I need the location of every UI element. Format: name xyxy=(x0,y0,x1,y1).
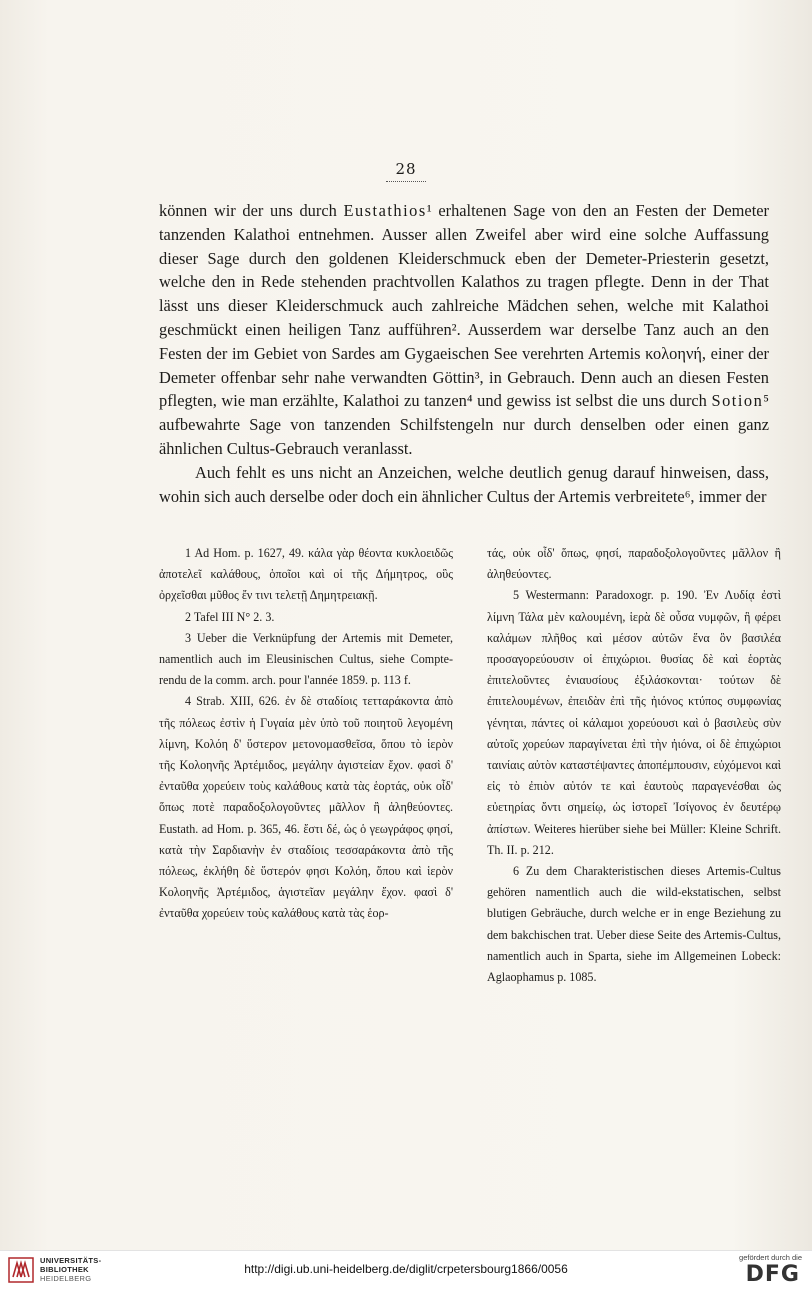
footnote-4: 4 Strab. XIII, 626. ἐν δὲ σταδίοις τετταράκοντα ἀπὸ τῆς πόλεως ἐστὶν ἡ Γυγαία μὲν ὑπὸ τοῦ ποιητοῦ λεγομένη λίμνη, Κολόη δ' ὕστερον μετονομασθεῖσα, ὅπου τὸ ἱερὸν τῆς Κολοηνῆς Ἀρτέμιδος, μεγάλην ἁγιστείαν ἔχον. φασὶ δ' ἐνταῦθα χορεύειν τοὺς καλάθους κατὰ τὰς ἑορτάς, οὐκ οἶδ' ὅπως ποτὲ παραδοξολογοῦντες μᾶλλον ἢ ἀληθεύοντες. Eustath. ad Hom. p. 365, 46. ἔστι δέ, ὡς ὁ γεωγράφος φησί, κατὰ τὴν Σαρδιανὴν ἐν σταδίοις τεσσαράκοντα ἀπὸ τῆς πόλεως, ἐκλήθη δὲ ὕστερόν φησι Κολόη, ὅπου καὶ ἱερὸν Κολοηνῆς Ἀρτέμιδος, ἁγιστεῖαν μεγάλην ἔχον. φασὶ δ' ἐνταῦθα χορεύειν τοὺς καλάθους κατὰ τὰς ἑορ- xyxy=(159,694,453,921)
page-number: 28 xyxy=(395,160,417,178)
library-name-line-2: BIBLIOTHEK xyxy=(40,1265,89,1274)
permalink-link[interactable]: http://digi.ub.uni-heidelberg.de/diglit/crpetersbourg1866/0056 xyxy=(244,1262,568,1276)
permalink xyxy=(0,1262,812,1276)
footnote-3: 3 Ueber die Verknüpfung der Artemis mit Demeter, namentlich auch im Eleusinischen Cultus, siehe Compte-rendu de la comm. arch. pour l'année 1859. p. 113 f. xyxy=(159,630,453,688)
library-name-line-1: UNIVERSITÄTS- xyxy=(40,1256,102,1265)
paragraph-1 xyxy=(159,199,769,461)
footnote-1: 1 Ad Hom. p. 1627, 49. κάλα γὰρ θέοντα κυκλοειδῶς ἀποτελεῖ καλάθους, ὁποῖοι καὶ οἱ τῆς Δήμητρος, οὓς ὀρχεῖσθαι μῦθος ἔν τινι τελετῇ Δημητρειακῇ. xyxy=(159,546,453,603)
author-eustathios: Eustathios xyxy=(343,201,427,220)
main-text xyxy=(159,199,769,508)
paragraph-2: Auch fehlt es uns nicht an Anzeichen, welche deutlich genug darauf hinweisen, dass, wohin sich auch derselbe oder doch ein ähnlicher Cultus der Artemis verbreitete⁶, immer der xyxy=(159,462,769,506)
dfg-logo: DFG xyxy=(745,1262,800,1287)
author-sotion: Sotion xyxy=(711,391,764,411)
paragraph-1-end: ⁵ aufbewahrte Sage von tanzenden Schilfstengeln nur durch denselben oder einen ganz ähnlichen Cultus-Gebrauch veranlasst. xyxy=(159,391,769,458)
footnote-2: 2 Tafel III N° 2. 3. xyxy=(185,609,275,624)
footnote-4-continued: τάς, οὐκ οἶδ' ὅπως, φησί, παραδοξολογοῦντες μᾶλλον ἢ ἀληθεύοντες. xyxy=(487,546,781,582)
page-number-ornament xyxy=(386,181,426,184)
paragraph-1-start: können wir der uns durch xyxy=(159,201,344,220)
footnotes-right-column xyxy=(487,543,781,988)
library-name-line-3: HEIDELBERG xyxy=(40,1274,92,1283)
viewer-footer xyxy=(0,1250,812,1289)
paragraph-1-middle: ¹ erhaltenen Sage von den an Festen der Demeter tanzenden Kalathoi entnehmen. Ausser allen Zweifel aber wird eine solche Auffassung dieser Sage durch den goldenen Kleiderschmuck eben der Demeter-Priesterin gesetzt, welche den in Rede stehenden prachtvollen Kalathos zu tragen pflegte. Denn in der That lässt uns dieser Kleiderschmuck auch zahlreiche Mädchen sehen, welche mit Kalathoi geschmückt einen heiligen Tanz aufführen². Ausserdem war derselbe Tanz auch an den Festen der im Gebiet von Sardes am Gygaeischen See verehrten Artemis κολοηνή, einer der Demeter offenbar sehr nahe verwandten Göttin³, in Gebrauch. Denn auch an diesen Festen pflegten, wie man erzählte, Kalathoi zu tanzen⁴ und gewiss ist selbst die uns durch xyxy=(159,201,769,411)
footnotes xyxy=(159,543,781,988)
footnote-5: 5 Westermann: Paradoxogr. p. 190. Ἐν Λυδίᾳ ἐστὶ λίμνη Τάλα μὲν καλουμένη, ἱερὰ δὲ οὖσα νυμφῶν, ἣ φέρει καλάμων πλῆθος καὶ μέσον αὐτῶν ἕνα ὃν βασιλέα προσαγορεύουσιν οἱ ἐπιχώριοι. θυσίας δὲ καὶ ἑορτὰς ἐπιτελοῦντες ἐνιαυσίους ἐξιλάσκονται· τούτων δὲ ἐπιτελουμένων, ἐπειδὰν ἐπὶ τῆς ἠιόνος κτύπος συμφωνίας γένηται, πάντες οἱ κάλαμοι χορεύουσι καὶ ὁ βασιλεὺς σὺν αὐτοῖς χορεύων παραγίνεται ἐπὶ τὴν ἠιόνα, οἱ δὲ ἐπιχώριοι ταινίαις αὐτὸν καταστέψαντες ἀποπέμπουσιν, εὐχόμενοι καὶ εἰς τὸ ἐπιὸν αὐτόν τε καὶ ἑαυτοὺς παραγενέσθαι ὡς εὐετηρίας ὄντι σημείῳ, ὡς ἱστορεῖ Ἰσίγονος ἐν δευτέρῳ ἀπίστων. Weiteres hierüber siehe bei Müller: Kleine Schrift. Th. II. p. 212. xyxy=(487,588,781,857)
footnote-6: 6 Zu dem Charakteristischen dieses Artemis-Cultus gehören namentlich auch die wild-ekstatischen, selbst blutigen Gebräuche, durch welche er in enge Beziehung zu dem bakchischen trat. Ueber diese Seite des Artemis-Cultus, namentlich auch in Sparta, siehe im Allgemeinen Lobeck: Aglaophamus p. 1085. xyxy=(487,864,781,985)
funding-note: gefördert durch die xyxy=(739,1253,802,1262)
footnotes-left-column xyxy=(159,543,453,988)
